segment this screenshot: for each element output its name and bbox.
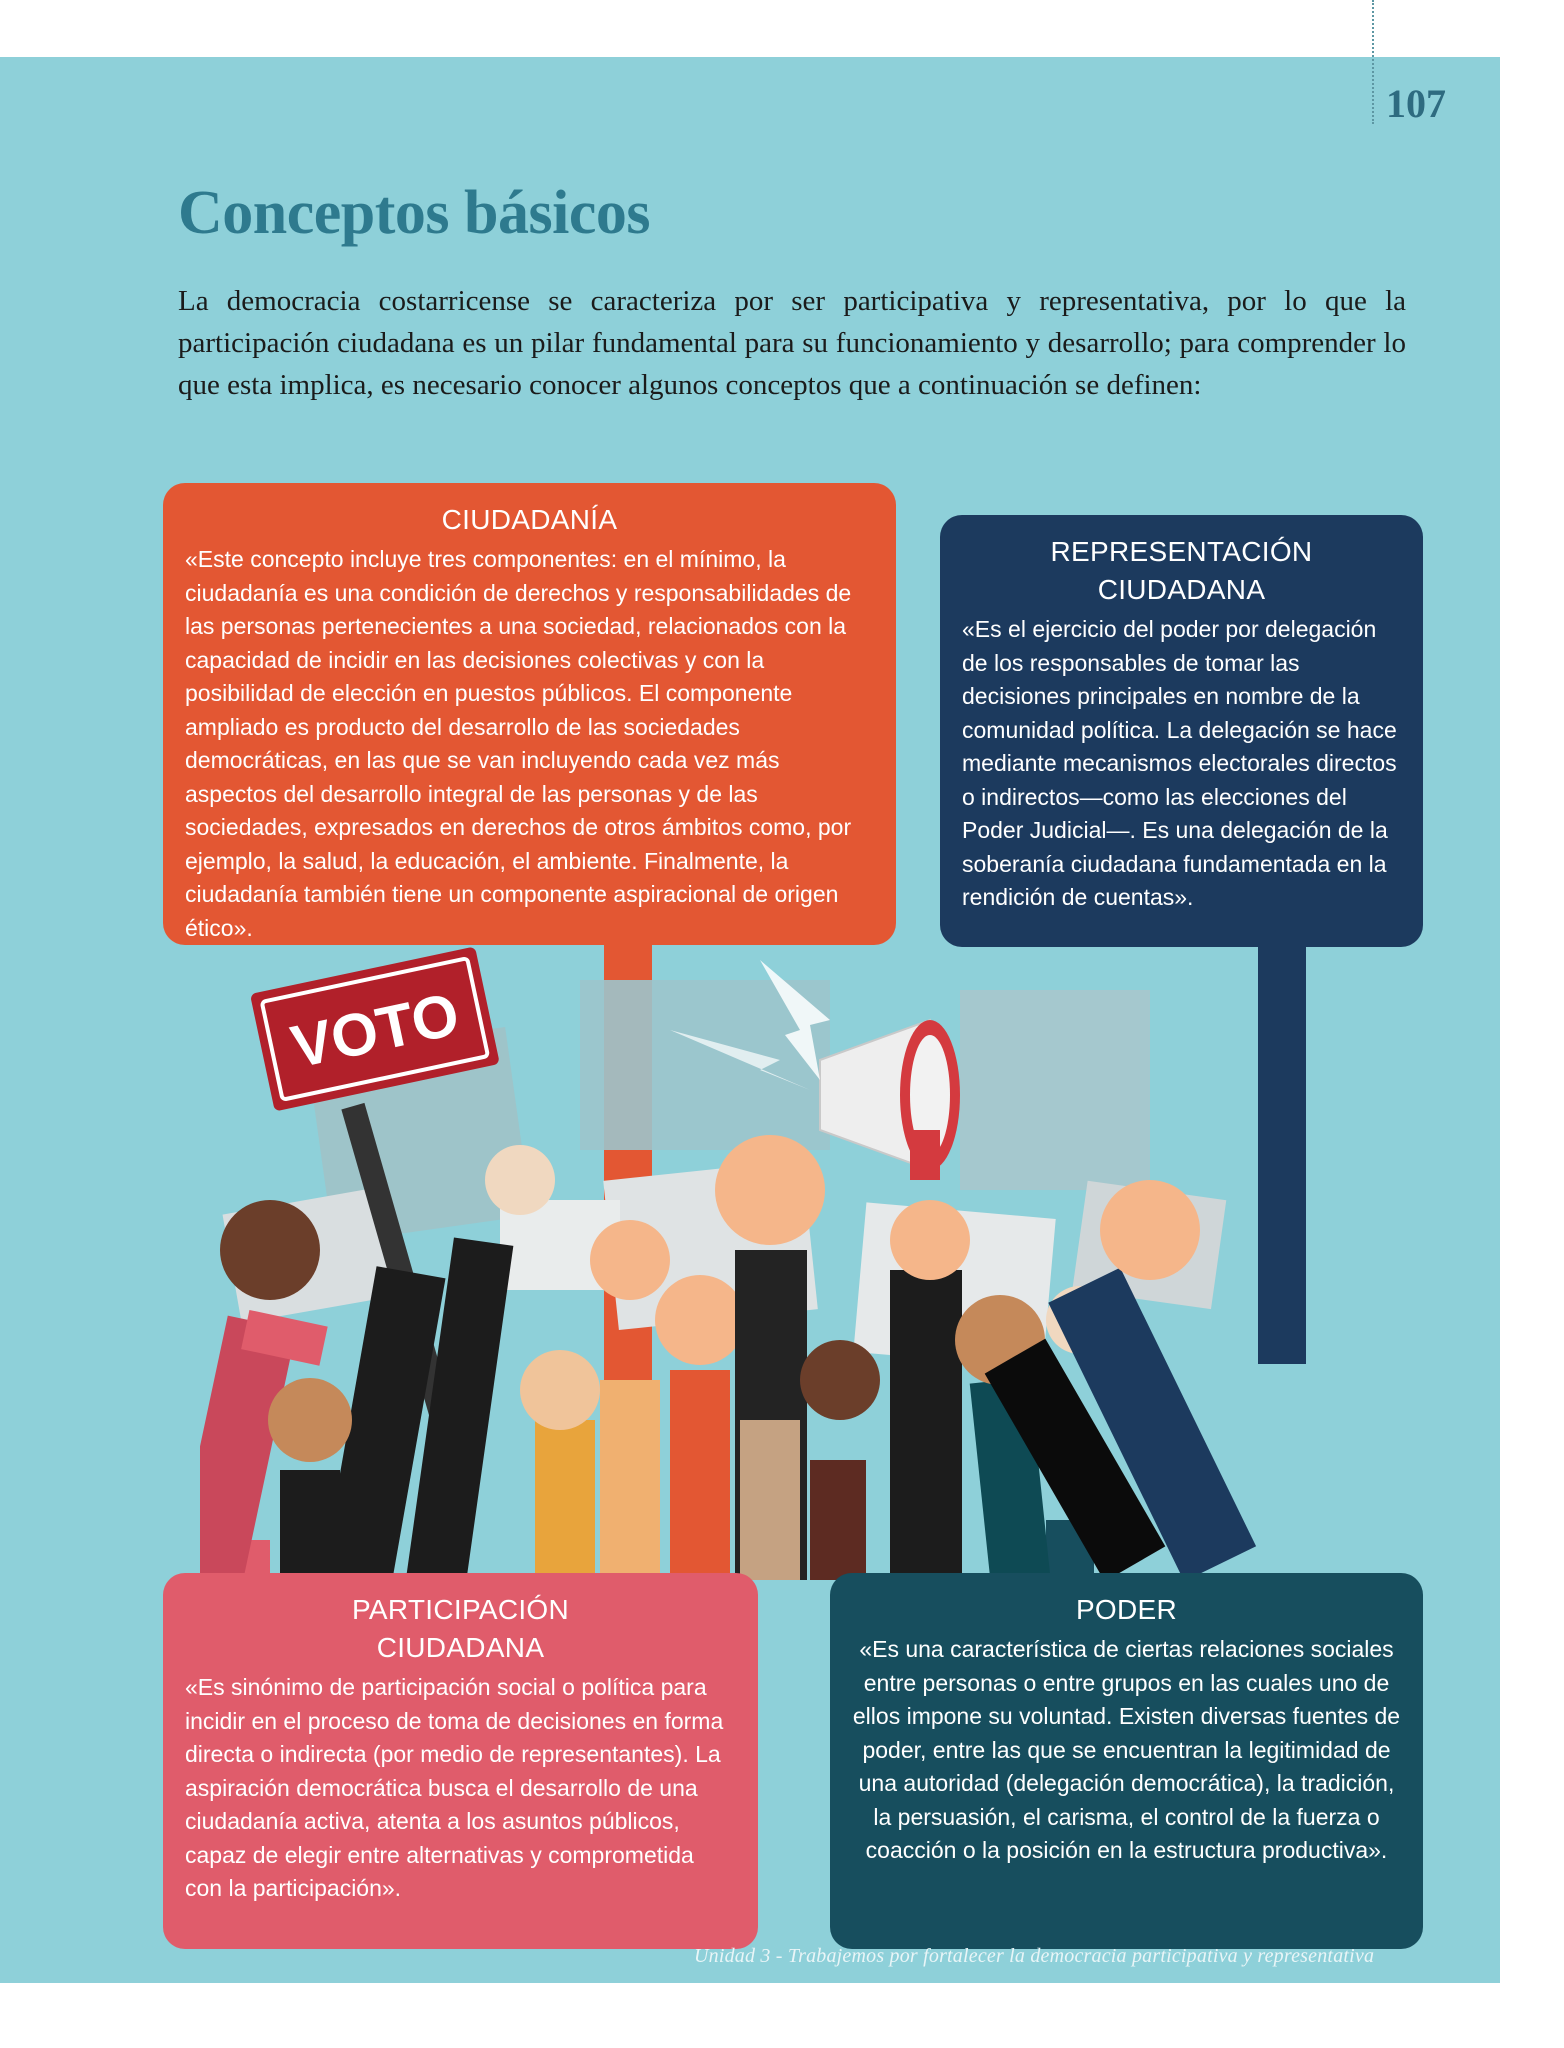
concept-box-ciudadania: [163, 483, 896, 945]
page-title: Conceptos básicos: [178, 179, 651, 247]
concept-text-participacion: «Es sinónimo de participación social o política para incidir en el proceso de toma de decisiones en forma directa o indirecta (por medio de representantes). La aspiración democrática busca el desarrollo de una ciudadanía activa, atenta a los asuntos públicos, capaz de elegir entre alternativas y comprometida con la participación».: [185, 1674, 724, 1901]
concept-title-poder: PODER: [1075, 1594, 1178, 1625]
concept-title-representacion: [962, 533, 1401, 609]
concept-title-participacion: [185, 1591, 736, 1667]
placard: [960, 990, 1150, 1190]
concept-box-representacion: [940, 515, 1423, 947]
concept-text-ciudadania: «Este concepto incluye tres componentes: en el mínimo, la ciudadanía es una condición de derechos y responsabilidades de las personas pertenecientes a una sociedad, relacionados con la capacidad de incidir en las decisiones colectivas y con la posibilidad de elección en puestos públicos. El componente ampliado es producto del desarrollo de las sociedades democráticas, en las que se van incluyendo cada vez más aspectos del desarrollo integral de las personas y de las sociedades, expresados en derechos de otros ámbitos como, por ejemplo, la salud, la educación, el ambiente. Finalmente, la ciudadanía también tiene un componente aspiracional de origen ético».: [185, 546, 852, 941]
intro-paragraph: La democracia costarricense se caracteriza por ser participativa y representativa, por lo que la participación ciudadana es un pilar fundamental para su funcionamiento y desarrollo; para comprender lo que esta implica, es necesario conocer algunos conceptos que a continuación se definen:: [178, 285, 1406, 401]
protest-illustration: [200, 940, 1280, 1580]
concept-text-poder: «Es una característica de ciertas relaciones sociales entre personas o entre grupos en las cuales uno de ellos impone su voluntad. Existen diversas fuentes de poder, entre las que se encuentran la legitimidad de una autoridad (delegación democrática), la tradición, la persuasión, el carisma, el control de la fuerza o coacción o la posición en la estructura productiva».: [852, 1636, 1401, 1863]
title-line-2: CIUDADANA: [376, 1632, 545, 1663]
page-number: 107: [1386, 81, 1446, 126]
concept-title-ciudadania: CIUDADANÍA: [441, 504, 618, 535]
concept-box-participacion: [163, 1573, 758, 1949]
title-line-1: REPRESENTACIÓN: [1050, 536, 1313, 567]
page-footer: Unidad 3 - Trabajemos por fortalecer la democracia participativa y representativa: [694, 1945, 1375, 1967]
concept-text-representacion: «Es el ejercicio del poder por delegación de los responsables de tomar las decisiones principales en nombre de la comunidad política. La delegación se hace mediante mecanismos electorales directos o indirectos—como las elecciones del Poder Judicial—. Es una delegación de la soberanía ciudadana fundamentada en la rendición de cuentas».: [962, 616, 1397, 910]
title-line-1: PARTICIPACIÓN: [351, 1594, 570, 1625]
voto-sign-text: VOTO: [285, 980, 465, 1081]
concept-box-poder: [830, 1573, 1423, 1949]
title-line-2: CIUDADANA: [1097, 574, 1266, 605]
